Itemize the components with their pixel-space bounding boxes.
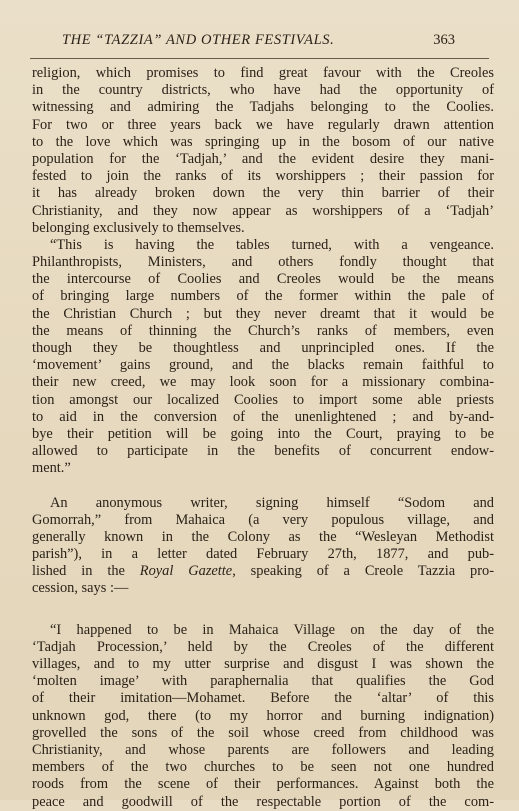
text-line: “I happened to be in Mahaica Village on the day of the [50,621,494,638]
text-line: villages, and to my utter surprise and disgust I was shown the [32,656,494,672]
text-line: tion amongst our localized Coolies to import some able priests [32,391,494,408]
text-line: the means of thinning the Church’s ranks of members, even [32,322,494,339]
text-line: ‘Tadjah Procession,’ held by the Creoles of the different [32,638,494,655]
paragraph-continuation [32,65,494,237]
text-line: fested to join the ranks of its worshippers ; their passion for [32,168,494,185]
text-line: roods from the scene of their performances. Against both the [32,776,494,793]
header-rule [30,58,489,59]
text-line: ‘movement’ gains ground, and the blacks remain faithful to [32,357,494,374]
text-line: “This is having the tables turned, with a vengeance. [50,236,494,253]
text-line: in the country districts, who have had the opportunity of [32,82,494,99]
text-line: generally known in the Colony as the “Wesleyan Methodist [32,528,494,545]
text-line: the Christian Church ; but they never dreamt that it would be [32,305,494,322]
text-line: unknown god, there (to my horror and burning indignation) [32,707,494,724]
text-line: witnessing and admiring the Tadjahs belonging to the Coolies. [32,99,494,116]
text-line: members of the two churches to be seen not one hundred [32,759,494,776]
text-line: peace and goodwill of the respectable portion of the com- [32,793,494,810]
text-line: their new creed, we may look soon for a missionary combina- [32,374,494,391]
text-line: religion, which promises to find great favour with the Creoles [32,65,494,81]
paragraph-spacer [32,598,494,622]
running-title: THE “TAZZIA” AND OTHER FESTIVALS. [62,32,335,48]
text-line: An anonymous writer, signing himself “Sodom and [50,494,494,511]
text-line: to the love which was springing up in the bosom of our native [32,133,494,150]
page-number: 363 [433,32,455,48]
newspaper-title: Royal Gazette [139,563,233,580]
text-line: ment.” [32,460,71,477]
text-line: Christianity, and whose parents are followers and leading [32,741,494,758]
text-line: it has already broken down the very thin barrier of their [32,185,494,202]
text-line: parish”), in a letter dated February 27th, 1877, and pub- [32,546,494,563]
text-run: lished in the [32,563,140,580]
text-line: bye their petition will be going into the Court, praying to be [32,425,494,442]
text-line [32,563,494,580]
text-line: For two or three years back we have regularly drawn attention [32,116,494,133]
text-line: to aid in the conversion of the unenlightened ; and by-and- [32,408,494,425]
text-line: allowed to participate in the benefits of concurrent endow- [32,443,494,460]
text-line: of bringing large numbers of the former within the pale of [32,288,494,305]
paragraph-spacer [32,478,494,495]
text-line: grovelled the sons of the soil whose creed from childhood was [32,724,494,741]
paragraph-quote-mahaica [32,622,494,811]
text-line: belonging exclusively to themselves. [32,219,245,236]
body-text [32,65,494,811]
text-line: of their imitation—Mohamet. Before the ‘altar’ of this [32,690,494,707]
text-run: , speaking of a Creole Tazzia pro- [232,563,494,580]
text-line: the intercourse of Coolies and Creoles would be the means [32,271,494,288]
paragraph-anonymous-writer [32,495,494,598]
text-line: population for the ‘Tadjah,’ and the evident desire they mani- [32,150,494,167]
paragraph-quote-vengeance [32,237,494,478]
text-line: ‘molten image’ with paraphernalia that qualifies the God [32,673,494,690]
text-line: Philanthropists, Ministers, and others fondly thought that [32,254,494,271]
running-head [0,32,519,54]
text-line: though they be thoughtless and unprincipled ones. If the [32,340,494,356]
text-line: Christianity, and they now appear as worshippers of a ‘Tadjah’ [32,202,494,219]
text-line: cession, says :— [32,580,129,597]
text-line: Gomorrah,” from Mahaica (a very populous village, and [32,511,494,528]
